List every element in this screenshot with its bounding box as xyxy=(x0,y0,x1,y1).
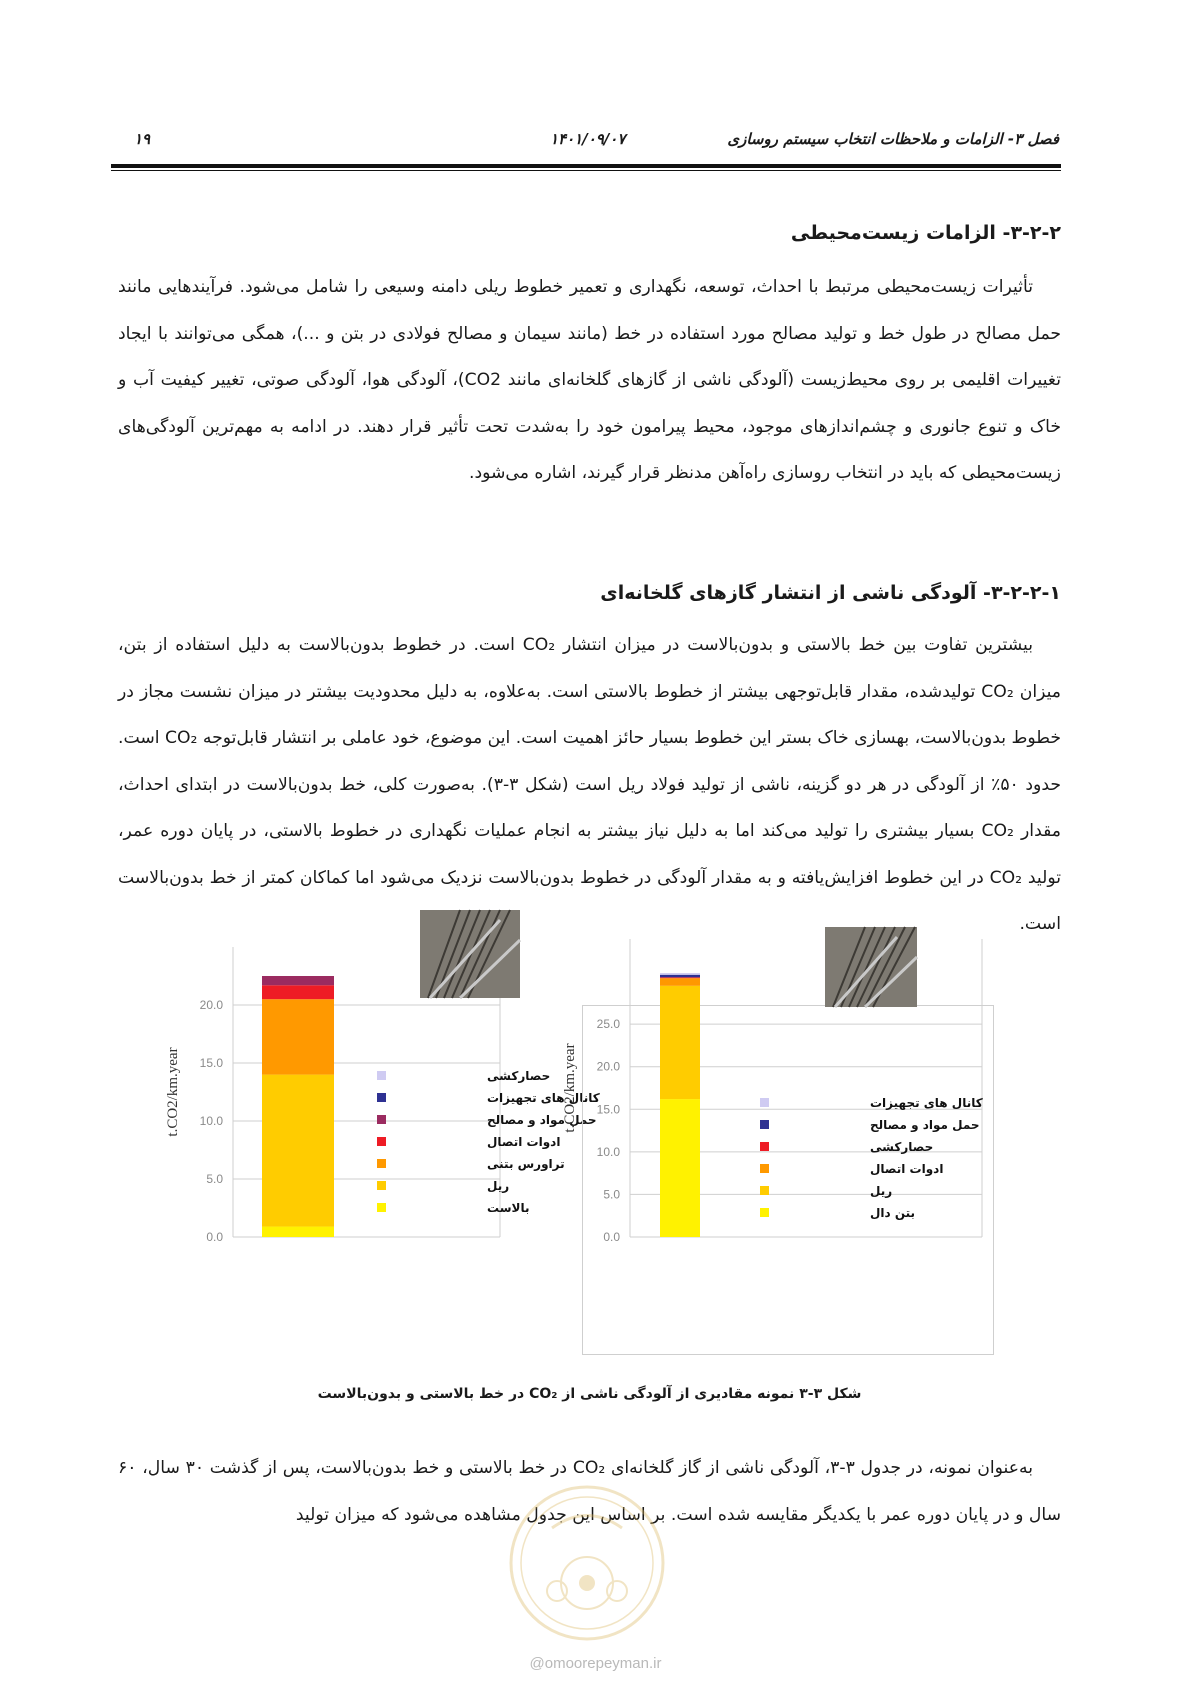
chart-1-legend-swatch xyxy=(760,1120,769,1129)
chart-0-bar-segment-3 xyxy=(262,985,334,999)
chart-1-legend-label: ریل xyxy=(870,1184,893,1198)
chart-0-ytick-label: 0.0 xyxy=(206,1230,223,1244)
watermark-seal-icon xyxy=(507,1483,667,1643)
chart-0-legend-swatch xyxy=(377,1071,386,1080)
subsection-heading: ۳-۲-۲-۱- آلودگی ناشی از انتشار گازهای گلخانه‌ای xyxy=(600,582,1061,604)
chart-0-legend-label: حمل مواد و مصالح xyxy=(487,1113,597,1127)
chart-0-legend-label: حصارکشی xyxy=(487,1069,551,1083)
chart-1-frame xyxy=(583,1006,994,1355)
chart-0-legend-swatch xyxy=(377,1137,386,1146)
chart-0-bar-segment-2 xyxy=(262,999,334,1074)
footer-website: @omoorepeyman.ir xyxy=(529,1655,662,1672)
chart-1-ylabel: t.CO2/km.year xyxy=(562,1043,578,1133)
section-paragraph xyxy=(118,264,1061,497)
closing-paragraph-text: به‌عنوان نمونه، در جدول ۳-۳، آلودگی ناشی از گاز گلخانه‌ای CO₂ در خط بالاستی و خط بدون‌بالاست، پس از گذشت ۳۰ سال، ۶۰ سال و در پایان دوره عمر با یکدیگر مقایسه شده است. بر اساس این جدول مشاهده می‌شود که میزان تولید xyxy=(118,1458,1061,1525)
chart-1-bar-segment-0 xyxy=(660,1099,700,1237)
chart-1-legend-swatch xyxy=(760,1164,769,1173)
chart-0-legend-label: ریل xyxy=(487,1179,510,1193)
chart-1-ytick-label: 0.0 xyxy=(603,1230,620,1244)
section-paragraph-text: تأثیرات زیست‌محیطی مرتبط با احداث، توسعه، نگهداری و تعمیر خطوط ریلی دامنه وسیعی را شامل می‌شود. فرآیندهایی مانند حمل مصالح در طول خط و تولید مصالح مورد استفاده در خط (مانند سیمان و مصالح فولادی در بتن و ...)، همگی می‌توانند با ایجاد تغییرات اقلیمی بر روی محیط‌زیست (آلودگی ناشی از گازهای گلخانه‌ای مانند CO2)، آلودگی هوا، آلودگی صوتی، تغییر کیفیت آب و خاک و تنوع جانوری و چشم‌اندازهای موجود، محیط پیرامون خود را به‌شدت تحت تأثیر قرار دهند. در ادامه به مهم‌ترین آلودگی‌های زیست‌محیطی که باید در انتخاب روسازی راه‌آهن مدنظر قرار گیرند، اشاره می‌شود. xyxy=(118,277,1062,483)
chart-0-ytick-label: 10.0 xyxy=(199,1114,223,1128)
chart-0-legend-swatch xyxy=(377,1181,386,1190)
page-number: ۱۹ xyxy=(134,130,151,148)
chart-0-ytick-label: 15.0 xyxy=(199,1056,223,1070)
chart-0-bar-segment-0 xyxy=(262,1227,334,1237)
slab-track-tunnel-photo xyxy=(825,927,917,1007)
chart-0-ytick-label: 20.0 xyxy=(199,998,223,1012)
chart-0-legend-swatch xyxy=(377,1093,386,1102)
chart-0-legend-swatch xyxy=(377,1203,386,1212)
chart-1-legend-swatch xyxy=(760,1186,769,1195)
chart-slab-svg xyxy=(562,1005,994,1355)
chart-ballasted-svg xyxy=(145,985,600,1373)
header-date: ۱۴۰۱/۰۹/۰۷ xyxy=(550,130,626,148)
chart-0-legend-label: تراورس بتنی xyxy=(487,1157,565,1171)
header-rule-thick xyxy=(111,164,1061,168)
chart-0-legend-label: ادوات اتصال xyxy=(487,1135,561,1149)
header-rule-thin xyxy=(111,170,1061,171)
subsection-paragraph-text: بیشترین تفاوت بین خط بالاستی و بدون‌بالاست در میزان انتشار CO₂ است. در خطوط بدون‌بالاست به دلیل استفاده از بتن، میزان CO₂ تولیدشده، مقدار قابل‌توجهی بیشتر از خطوط بالاستی است. به‌علاوه، به دلیل محدودیت بیشتر در میزان نشست مجاز در خطوط بدون‌بالاست، بهسازی خاک بستر این خطوط بسیار حائز اهمیت است. این موضوع، خود عاملی بر انتشار قابل‌توجه CO₂ است. حدود ۵۰٪ از آلودگی در هر دو گزینه، ناشی از تولید فولاد ریل است (شکل ۳-۳). به‌صورت کلی، خط بدون‌بالاست در ابتدای احداث، مقدار CO₂ بسیار بیشتری را تولید می‌کند اما به دلیل نیاز بیشتر به انجام عملیات نگهداری در خطوط بالاستی، در پایان دوره عمر، تولید CO₂ در این خطوط افزایش‌یافته و به مقدار آلودگی در خطوط بدون‌بالاست نزدیک می‌شود اما کماکان کمتر از خط بدون‌بالاست است. xyxy=(118,635,1061,934)
chart-ballasted xyxy=(145,985,600,1373)
chart-1-legend-swatch xyxy=(760,1142,769,1151)
section-heading: ۳-۲-۲- الزامات زیست‌محیطی xyxy=(790,222,1061,244)
chart-1-bar-segment-3 xyxy=(660,977,700,978)
chart-0-ylabel: t.CO2/km.year xyxy=(165,1047,181,1137)
chart-1-legend-swatch xyxy=(760,1208,769,1217)
chart-0-legend-swatch xyxy=(377,1115,386,1124)
chart-1-legend-label: ادوات اتصال xyxy=(870,1162,944,1176)
watermark-seal xyxy=(507,1483,667,1643)
chart-0-bar-segment-4 xyxy=(262,976,334,985)
chart-1-bar-segment-4 xyxy=(660,975,700,978)
chart-0-ytick-label: 5.0 xyxy=(206,1172,223,1186)
chart-0-bar-segment-1 xyxy=(262,1075,334,1227)
chart-1-legend-label: حصارکشی xyxy=(870,1140,934,1154)
chart-1-legend-label: حمل مواد و مصالح xyxy=(870,1118,980,1132)
chart-1-ytick-label: 20.0 xyxy=(596,1059,620,1074)
chart-1-ytick-label: 5.0 xyxy=(603,1187,620,1202)
chart-0-legend-label: کانال های تجهیزات xyxy=(487,1091,600,1105)
chart-1-bar-segment-1 xyxy=(660,986,700,1099)
chart-1-legend-label: بتن دال xyxy=(870,1206,916,1220)
chart-1-legend-swatch xyxy=(760,1098,769,1107)
chart-slab xyxy=(562,1005,994,1355)
chart-1-legend-label: کانال های تجهیزات xyxy=(870,1096,983,1110)
figure-caption: شکل ۳-۳ نمونه مقادیری از آلودگی ناشی از CO₂ در خط بالاستی و بدون‌بالاست xyxy=(317,1386,862,1402)
chart-0-legend-swatch xyxy=(377,1159,386,1168)
chart-0-legend-label: بالاست xyxy=(487,1201,530,1215)
chart-1-bar-segment-2 xyxy=(660,978,700,986)
chart-1-ytick-label: 25.0 xyxy=(596,1017,620,1032)
chart-1-group xyxy=(562,927,994,1355)
chart-1-ytick-label: 10.0 xyxy=(596,1144,620,1159)
ballasted-track-photo xyxy=(420,910,520,998)
chart-1-ytick-label: 15.0 xyxy=(596,1102,620,1117)
chart-0-group xyxy=(165,910,600,1244)
subsection-paragraph xyxy=(118,622,1061,948)
chapter-title: فصل ۳- الزامات و ملاحظات انتخاب سیستم روسازی xyxy=(727,130,1059,148)
chart-1-bar-segment-5 xyxy=(660,973,700,975)
